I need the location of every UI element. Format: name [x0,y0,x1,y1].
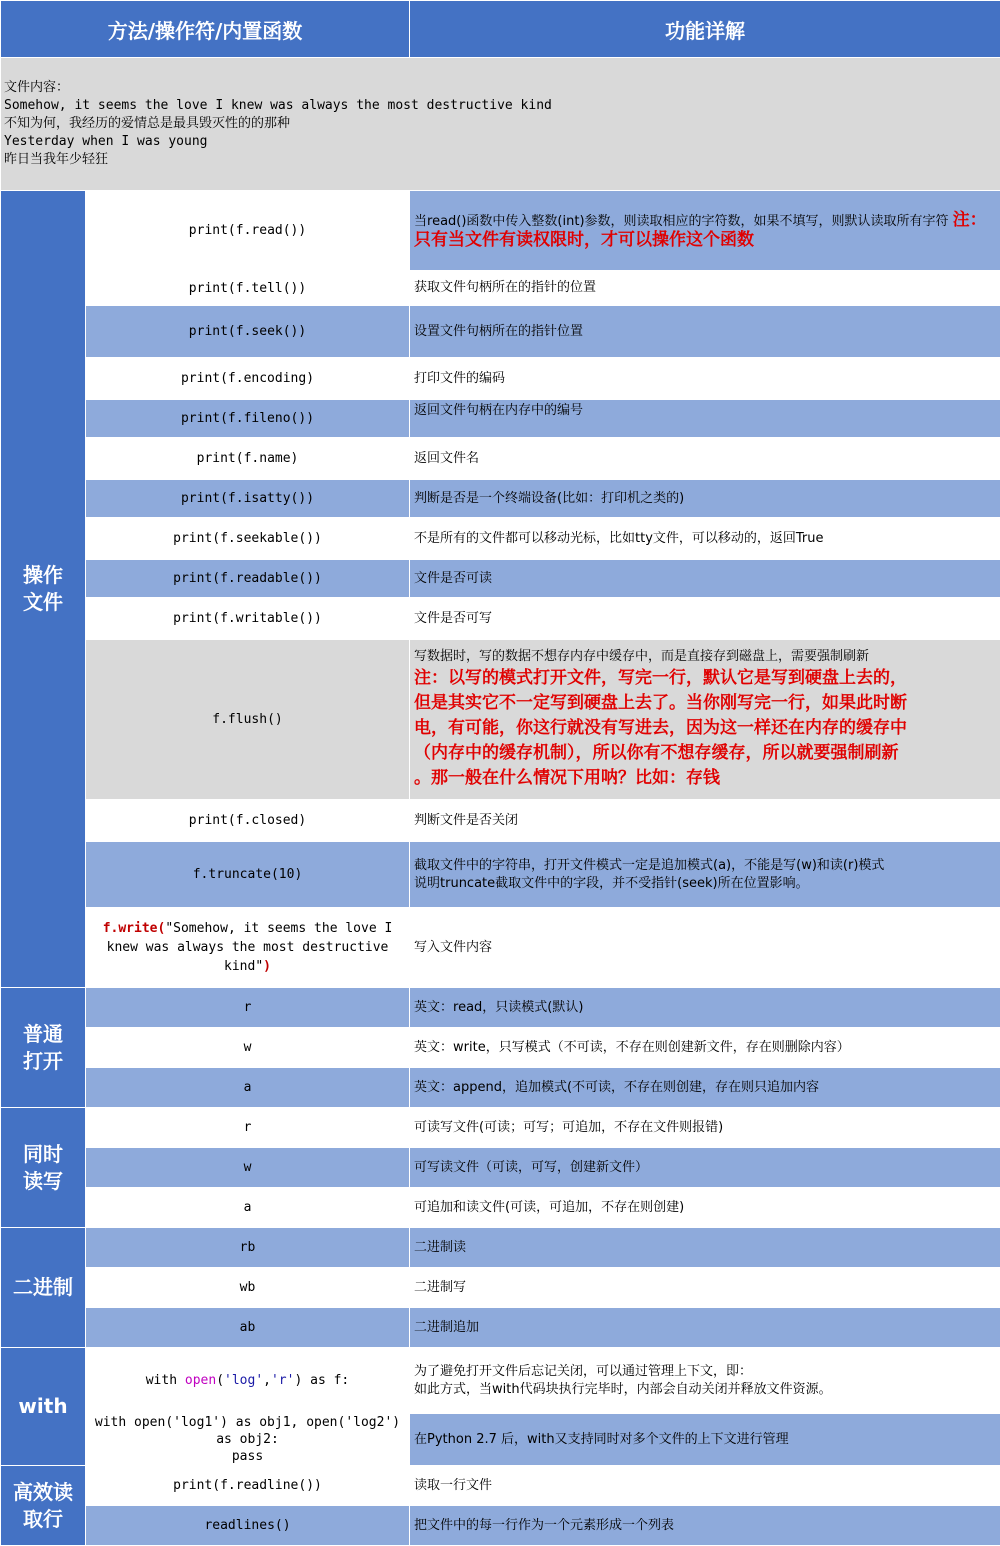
desc-ab: 二进制追加 [410,1308,1000,1348]
category-with [1,1348,86,1466]
method-rw-w: w [86,1148,410,1188]
desc-tell: 获取文件句柄所在的指针的位置 [410,271,1000,306]
method-with-multi: with open('log1') as obj1, open('log2') as obj2: pass [86,1414,410,1466]
desc-note-line: 电，有可能，你这行就没有写进去，因为这一样还在内存的缓存中 [414,716,996,741]
category-binary [1,1228,86,1348]
method-rw-r: r [86,1108,410,1148]
code-comma: , [263,1373,271,1388]
category-efficient-read [1,1466,86,1546]
code-paren: ( [216,1373,224,1388]
desc-rw-r: 可读写文件(可读；可写；可追加，不存在文件则报错) [410,1108,1000,1148]
desc-readline: 读取一行文件 [410,1466,1000,1506]
desc-name: 返回文件名 [410,438,1000,480]
desc-writable: 文件是否可写 [410,598,1000,640]
file-content-intro [1,58,1000,191]
desc-write: 写入文件内容 [410,908,1000,988]
desc-line: 为了避免打开文件后忘记关闭，可以通过管理上下文，即： [414,1363,996,1381]
desc-line: 说明truncate截取文件中的字段，并不受指针(seek)所在位置影响。 [414,875,996,893]
method-seekable: print(f.seekable()) [86,518,410,560]
desc-note-line: （内存中的缓存机制），所以你有不想存缓存，所以就要强制刷新 [414,741,996,766]
desc-note-line: 注：以写的模式打开文件，写完一行，默认它是写到硬盘上去的， [414,666,996,691]
desc-normal-w: 英文：write，只写模式（不可读，不存在则创建新文件，存在则删除内容） [410,1028,1000,1068]
desc-normal-a: 英文：append，追加模式(不可读，不存在则创建，存在则只追加内容 [410,1068,1000,1108]
desc-with-multi: 在Python 2.7 后，with又支持同时对多个文件的上下文进行管理 [410,1414,1000,1466]
intro-line: Yesterday when I was young [4,133,997,151]
code-function: open [185,1373,216,1388]
method-truncate: f.truncate(10) [86,842,410,908]
desc-encoding: 打印文件的编码 [410,358,1000,400]
desc-line: 如此方式，当with代码块执行完毕时，内部会自动关闭并释放文件资源。 [414,1381,996,1399]
method-normal-r: r [86,988,410,1028]
desc-rw-a: 可追加和读文件(可读，可追加，不存在则创建) [410,1188,1000,1228]
category-label: 二进制 [13,1275,73,1299]
write-text: "Somehow, it seems the love I knew was always the most destructive kind" [107,921,393,974]
desc-flush [410,640,1000,800]
desc-text: 写数据时，写的数据不想存内存中缓存中，而是直接存到磁盘上，需要强制刷新 [414,648,996,666]
desc-seek: 设置文件句柄所在的指针位置 [410,306,1000,358]
method-readline: print(f.readline()) [86,1466,410,1506]
category-label: with [18,1394,67,1418]
method-seek: print(f.seek()) [86,306,410,358]
header-description: 功能详解 [410,1,1000,58]
desc-note-line: 但是其实它不一定写到硬盘上去了。当你刚写完一行，如果此时断 [414,691,996,716]
desc-note-line: 。那一般在什么情况下用呐？比如：存钱 [414,766,996,791]
method-encoding: print(f.encoding) [86,358,410,400]
code-string: 'log' [224,1373,263,1388]
desc-seekable: 不是所有的文件都可以移动光标，比如tty文件，可以移动的，返回True [410,518,1000,560]
desc-closed: 判断文件是否关闭 [410,800,1000,842]
header-method: 方法/操作符/内置函数 [1,1,410,58]
desc-fileno: 返回文件句柄在内存中的编号 [410,400,1000,438]
method-write [86,908,410,988]
category-label: 高效读 取行 [13,1480,73,1531]
method-ab: ab [86,1308,410,1348]
method-readlines: readlines() [86,1506,410,1546]
code-keyword: with [146,1373,185,1388]
code-string: 'r' [271,1373,294,1388]
code-keyword: as f: [302,1373,349,1388]
category-read-write [1,1108,86,1228]
method-normal-a: a [86,1068,410,1108]
method-writable: print(f.writable()) [86,598,410,640]
method-flush: f.flush() [86,640,410,800]
category-label: 同时 读写 [23,1142,63,1193]
desc-readlines: 把文件中的每一行作为一个元素形成一个列表 [410,1506,1000,1546]
desc-wb: 二进制写 [410,1268,1000,1308]
intro-line: 不知为何，我经历的爱情总是最具毁灭性的的那种 [4,115,997,133]
method-name: print(f.name) [86,438,410,480]
method-readable: print(f.readable()) [86,560,410,598]
method-normal-w: w [86,1028,410,1068]
desc-rw-w: 可写读文件（可读，可写，创建新文件） [410,1148,1000,1188]
desc-note: 注：只有当文件有读权限时，才可以操作这个函数 [414,210,987,250]
intro-line: 文件内容： [4,79,997,97]
write-suffix: ) [263,959,271,974]
write-prefix: f.write( [103,921,166,936]
method-wb: wb [86,1268,410,1308]
desc-text: 当read()函数中传入整数(int)参数，则读取相应的字符数，如果不填写，则默认读取所有字符 [414,214,949,229]
method-with-open [86,1348,410,1414]
desc-normal-r: 英文：read，只读模式(默认) [410,988,1000,1028]
method-isatty: print(f.isatty()) [86,480,410,518]
category-label: 普通 打开 [23,1022,63,1073]
category-operate-file [1,191,86,988]
desc-with-open [410,1348,1000,1414]
desc-isatty: 判断是否是一个终端设备(比如：打印机之类的) [410,480,1000,518]
desc-rb: 二进制读 [410,1228,1000,1268]
code-paren: ) [294,1373,302,1388]
method-closed: print(f.closed) [86,800,410,842]
method-fileno: print(f.fileno()) [86,400,410,438]
category-normal-open [1,988,86,1108]
method-tell: print(f.tell()) [86,271,410,306]
desc-readable: 文件是否可读 [410,560,1000,598]
method-rw-a: a [86,1188,410,1228]
method-rb: rb [86,1228,410,1268]
category-label: 操作 文件 [23,563,63,614]
desc-truncate [410,842,1000,908]
intro-line: Somehow, it seems the love I knew was always the most destructive kind [4,97,997,115]
method-read: print(f.read()) [86,191,410,271]
desc-line: 截取文件中的字符串，打开文件模式一定是追加模式(a)，不能是写(w)和读(r)模式 [414,857,996,875]
intro-line: 昨日当我年少轻狂 [4,151,997,169]
desc-read [410,191,1000,271]
